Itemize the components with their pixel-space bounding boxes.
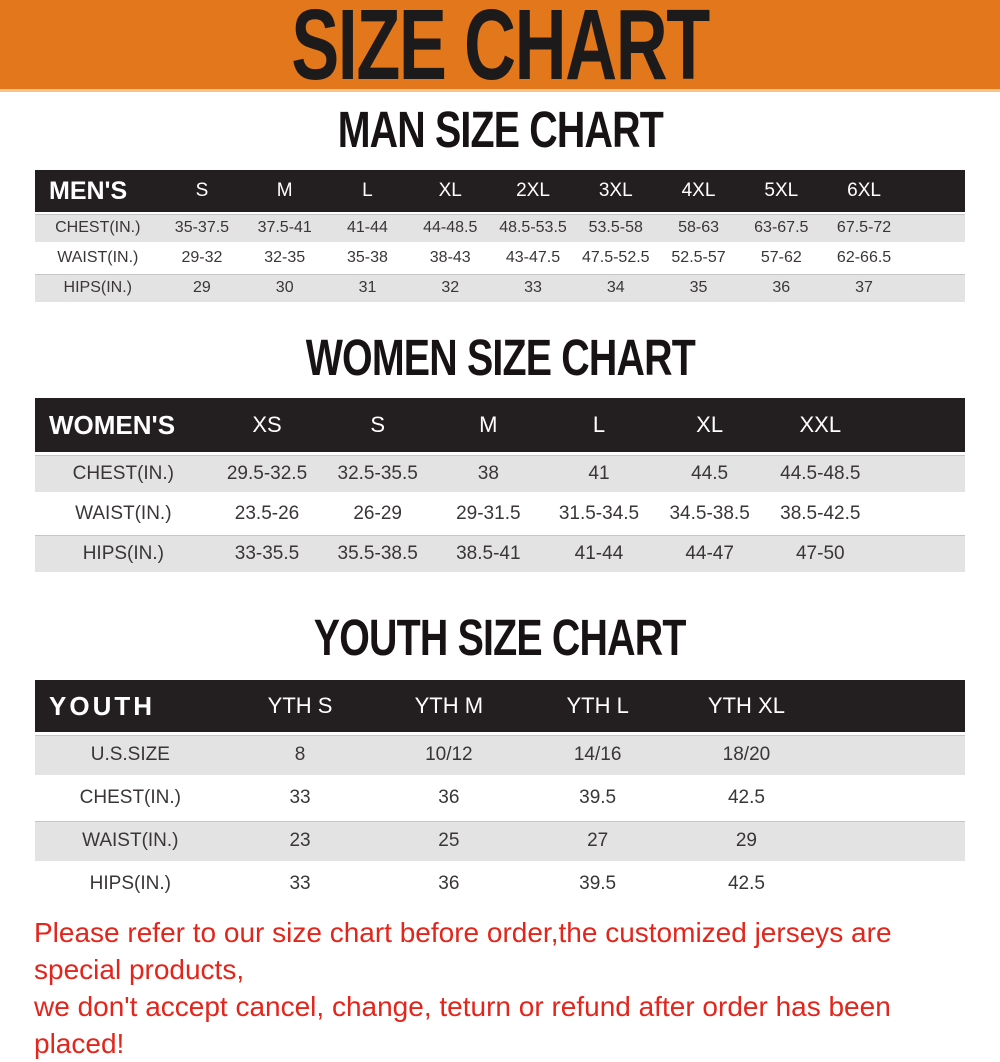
measurement-value: 32-35 xyxy=(264,249,306,266)
measurement-value: 41 xyxy=(588,462,610,484)
disclaimer-line-1: Please refer to our size chart before order,the customized jerseys are special products, xyxy=(34,917,892,985)
measurement-value: 33-35.5 xyxy=(234,542,300,564)
men-section-heading-text: MAN SIZE CHART xyxy=(337,102,663,159)
measurement-value: 31 xyxy=(358,279,377,296)
table-title-cell: YOUTH xyxy=(49,690,155,721)
measurement-value: 31.5-34.5 xyxy=(558,502,640,524)
table-row xyxy=(35,821,965,861)
table-title-cell: MEN'S xyxy=(49,176,128,205)
measurement-value: 14/16 xyxy=(573,744,622,765)
size-column-header: YTH L xyxy=(566,693,629,718)
table-title-cell: WOMEN'S xyxy=(49,409,176,440)
table-row xyxy=(35,244,965,272)
size-column-header: M xyxy=(276,180,293,201)
measurement-value: 36 xyxy=(772,279,791,296)
table-row xyxy=(35,214,965,242)
women-section-heading xyxy=(0,330,1000,387)
measurement-value: 53.5-58 xyxy=(588,219,643,236)
measurement-value: 44.5 xyxy=(691,462,729,484)
table-row xyxy=(35,864,965,904)
row-label: HIPS(IN.) xyxy=(63,279,132,296)
measurement-value: 35-38 xyxy=(347,249,388,266)
measurement-value: 35 xyxy=(689,279,708,296)
measurement-value: 37.5-41 xyxy=(257,219,312,236)
measurement-value: 25 xyxy=(438,830,460,851)
measurement-value: 41-44 xyxy=(574,542,624,564)
measurement-value: 44-48.5 xyxy=(423,219,478,236)
size-column-header: 5XL xyxy=(764,180,799,201)
table-header-row xyxy=(35,680,965,732)
table-row xyxy=(35,455,965,492)
measurement-value: 33 xyxy=(524,279,542,296)
measurement-value: 38.5-41 xyxy=(456,542,521,564)
size-column-header: YTH XL xyxy=(707,693,785,718)
measurement-value: 43-47.5 xyxy=(505,249,561,266)
men-size-table xyxy=(35,170,965,302)
size-column-header: 6XL xyxy=(847,180,881,201)
measurement-value: 48.5-53.5 xyxy=(499,219,567,236)
measurement-value: 33 xyxy=(289,873,311,894)
women-section-heading-text: WOMEN SIZE CHART xyxy=(305,330,695,387)
measurement-value: 67.5-72 xyxy=(836,219,892,236)
measurement-value: 29 xyxy=(735,830,757,851)
size-column-header: L xyxy=(592,412,606,437)
measurement-value: 32.5-35.5 xyxy=(337,462,418,484)
table-header-row xyxy=(35,398,965,452)
size-column-header: 4XL xyxy=(681,180,716,201)
row-label: WAIST(IN.) xyxy=(82,830,179,851)
size-column-header: XL xyxy=(696,412,724,437)
measurement-value: 30 xyxy=(275,279,294,296)
size-column-header: XL xyxy=(438,180,462,201)
size-column-header: YTH M xyxy=(414,693,484,718)
row-label: HIPS(IN.) xyxy=(89,873,171,894)
measurement-value: 38-43 xyxy=(429,249,471,266)
measurement-value: 18/20 xyxy=(722,744,771,765)
measurement-value: 47.5-52.5 xyxy=(581,249,650,266)
measurement-value: 38 xyxy=(477,462,499,484)
measurement-value: 35.5-38.5 xyxy=(337,542,418,564)
measurement-value: 62-66.5 xyxy=(836,249,892,266)
size-column-header: XS xyxy=(252,412,282,437)
measurement-value: 44-47 xyxy=(685,542,734,564)
measurement-value: 39.5 xyxy=(579,787,617,808)
page-title: SIZE CHART xyxy=(291,0,709,101)
size-column-header: L xyxy=(362,180,373,201)
measurement-value: 63-67.5 xyxy=(754,219,809,236)
youth-size-table xyxy=(35,680,965,904)
measurement-value: 34.5-38.5 xyxy=(669,502,750,524)
measurement-value: 29.5-32.5 xyxy=(226,462,308,484)
measurement-value: 35-37.5 xyxy=(174,219,230,236)
row-label: WAIST(IN.) xyxy=(75,502,172,524)
measurement-value: 57-62 xyxy=(760,249,802,266)
measurement-value: 44.5-48.5 xyxy=(780,462,861,484)
measurement-value: 41-44 xyxy=(347,219,388,236)
measurement-value: 36 xyxy=(438,787,460,808)
youth-section-heading xyxy=(0,610,1000,667)
table-header-row xyxy=(35,170,965,212)
size-column-header: YTH S xyxy=(267,693,333,718)
measurement-value: 37 xyxy=(855,279,873,296)
row-label: CHEST(IN.) xyxy=(55,219,141,236)
measurement-value: 27 xyxy=(587,830,609,851)
measurement-value: 26-29 xyxy=(353,502,402,524)
table-row xyxy=(35,535,965,572)
row-label: U.S.SIZE xyxy=(90,744,170,765)
size-column-header: S xyxy=(195,180,209,201)
measurement-value: 29-31.5 xyxy=(456,502,521,524)
measurement-value: 34 xyxy=(606,279,625,296)
title-banner xyxy=(0,0,1000,101)
size-column-header: 2XL xyxy=(516,180,550,201)
table-row xyxy=(35,495,965,532)
women-size-table xyxy=(35,398,965,572)
row-label: WAIST(IN.) xyxy=(57,249,139,266)
men-section-heading xyxy=(0,102,1000,159)
measurement-value: 29-32 xyxy=(181,249,223,266)
measurement-value: 33 xyxy=(289,787,311,808)
measurement-value: 8 xyxy=(294,744,306,765)
measurement-value: 52.5-57 xyxy=(671,249,726,266)
measurement-value: 39.5 xyxy=(579,873,617,894)
measurement-value: 23 xyxy=(289,830,311,851)
measurement-value: 58-63 xyxy=(678,219,719,236)
measurement-value: 36 xyxy=(438,873,460,894)
measurement-value: 42.5 xyxy=(727,787,765,808)
measurement-value: 38.5-42.5 xyxy=(780,502,861,524)
table-row xyxy=(35,735,965,775)
measurement-value: 29 xyxy=(193,279,211,296)
measurement-value: 42.5 xyxy=(727,873,765,894)
disclaimer-line-2: we don't accept cancel, change, teturn or refund after order has been placed! xyxy=(34,991,891,1059)
size-column-header: M xyxy=(479,412,498,437)
measurement-value: 47-50 xyxy=(795,542,845,564)
youth-section-heading-text: YOUTH SIZE CHART xyxy=(314,610,686,667)
row-label: CHEST(IN.) xyxy=(72,462,174,484)
row-label: HIPS(IN.) xyxy=(82,542,164,564)
disclaimer-note xyxy=(0,914,1000,1062)
size-column-header: S xyxy=(370,412,386,437)
size-column-header: 3XL xyxy=(598,180,633,201)
measurement-value: 23.5-26 xyxy=(234,502,300,524)
table-row xyxy=(35,274,965,302)
measurement-value: 32 xyxy=(441,279,460,296)
size-column-header: XXL xyxy=(799,412,842,437)
table-row xyxy=(35,778,965,818)
measurement-value: 10/12 xyxy=(425,744,473,765)
row-label: CHEST(IN.) xyxy=(79,787,181,808)
